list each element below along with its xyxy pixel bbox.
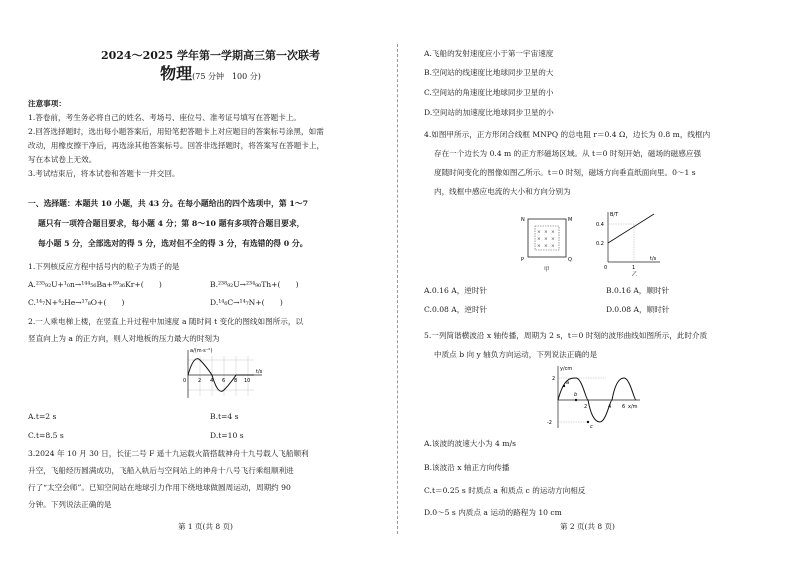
q4-figure-b xyxy=(594,210,664,276)
q4-option-d: D.0.08 A，顺时针 xyxy=(606,305,670,314)
b-line xyxy=(608,214,654,243)
tick-label: 0.4 xyxy=(596,222,604,228)
tick-label: 4 xyxy=(608,404,612,410)
svg-text:×: × xyxy=(537,244,541,249)
exam-subtitle xyxy=(28,64,393,83)
tick-label: 2 xyxy=(552,376,556,382)
q1-option-c: C.¹⁴₇N+⁴₂He→¹⁷₈O+( ) xyxy=(28,298,125,307)
svg-text:×: × xyxy=(544,244,548,249)
section-instructions: 题只有一项符合题目要求，每小题 4 分；第 8～10 题有多项符合题目要求， xyxy=(38,219,305,228)
q5-option-b: B.该波沿 x 轴正方向传播 xyxy=(424,463,510,472)
svg-text:×: × xyxy=(544,230,548,235)
subject-name: 物理 xyxy=(160,64,193,83)
q1-option-b: B.²³⁸₉₂U→²³⁴₉₀Th+( ) xyxy=(210,280,299,289)
note-line: 3.考试结束后，将本试卷和答题卡一并交回。 xyxy=(28,169,180,178)
note-line: 改动，用橡皮擦干净后，再选涂其他答案标号。回答非选择题时，将答案写在答题卡上， xyxy=(28,141,325,150)
tick-label: 0.2 xyxy=(596,241,604,247)
note-line: 2.回答选择题时，选出每小题答案后，用铅笔把答题卡上对应题目的答案标号涂黑，如需 xyxy=(28,127,324,136)
q2-option-c: C.t=8.5 s xyxy=(28,431,64,440)
note-line: 写在本试卷上无效。 xyxy=(28,155,97,164)
tick-label: 10 xyxy=(244,378,251,384)
tick-label: 0 xyxy=(604,265,608,271)
q5-wave-graph xyxy=(544,364,644,432)
q4-stem: 内，线框中感应电流的大小和方向分别为 xyxy=(434,187,571,196)
q4-stem: 度随时间变化的图像如图乙所示。t＝0 时刻，磁场方向垂直纸面向里。0～1 s xyxy=(434,168,696,177)
graph-ylabel: a/(m·s⁻²) xyxy=(190,348,213,354)
q5-stem: 中质点 b 向 y 轴负方向运动，下列说法正确的是 xyxy=(434,350,598,359)
q5-option-c: C.t＝0.25 s 时质点 a 和质点 c 的运动方向相反 xyxy=(424,486,586,495)
q1-option-d: D.¹⁴₆C→¹⁴₇N+( ) xyxy=(210,298,283,307)
tick-label: 4 xyxy=(210,378,214,384)
q4-figure-a xyxy=(520,213,576,275)
q1-option-a: A.²³⁵₉₂U+¹₀n→¹⁴⁴₅₆Ba+⁸⁹₃₆Kr+( ) xyxy=(28,280,162,289)
tick-label: 2 xyxy=(198,378,202,384)
svg-text:×: × xyxy=(537,237,541,242)
point-label: c xyxy=(590,424,593,430)
page-number-right: 第 2 页(共 8 页) xyxy=(560,522,615,531)
section-instructions: 每小题 5 分，全部选对的得 5 分，选对但不全的得 3 分，有选错的得 0 分。 xyxy=(38,239,308,248)
tick-label: 6 xyxy=(622,404,626,410)
q4-option-a: A.0.16 A，逆时针 xyxy=(424,286,488,295)
tick-label: 1 xyxy=(632,265,636,271)
corner-label: P xyxy=(521,257,525,263)
q5-stem: 5.一列简谐横波沿 x 轴传播，周期为 2 s，t＝0 时刻的波形曲线如图所示，此时介质 xyxy=(424,331,708,340)
q5-option-d: D.0～5 s 内质点 a 运动的路程为 10 cm xyxy=(424,508,562,517)
q2-option-d: D.t=10 s xyxy=(210,431,244,440)
q1-stem: 1.下列核反应方程中括号内的粒子为质子的是 xyxy=(28,262,180,271)
svg-text:×: × xyxy=(551,244,555,249)
graph-xlabel: t/s xyxy=(256,369,263,375)
q2-acceleration-graph xyxy=(174,346,266,402)
q3-stem: 行了“太空会师”。已知空间站在地球引力作用下绕地球做圆周运动，周期约 90 xyxy=(28,483,291,492)
corner-label: Q xyxy=(568,257,572,263)
exam-meta: (75 分钟 100 分) xyxy=(192,72,261,81)
q2-stem: 2.一人乘电梯上楼，在竖直上升过程中加速度 a 随时间 t 变化的图线如图所示，以 xyxy=(28,317,304,326)
q3-option-d: D.空间站的加速度比地球同步卫星的小 xyxy=(424,108,554,117)
point-label: a xyxy=(566,380,570,386)
q4-option-b: B.0.16 A，顺时针 xyxy=(606,286,670,295)
q4-option-c: C.0.08 A，逆时针 xyxy=(424,305,488,314)
graph-ylabel: B/T xyxy=(610,212,619,218)
section-instructions: 一、选择题：本题共 10 小题，共 43 分。在每小题给出的四个选项中，第 1～7 xyxy=(28,199,309,208)
svg-text:×: × xyxy=(537,230,541,235)
tick-label: -2 xyxy=(547,420,552,426)
column-divider xyxy=(397,44,398,534)
tick-label: 0 xyxy=(183,378,187,384)
figure-caption: 乙 xyxy=(632,272,638,276)
q3-stem: 升空，飞船经历圆满成功，飞船入轨后与空间站上的神舟十八号飞行乘组顺利进 xyxy=(28,466,294,475)
svg-text:×: × xyxy=(551,237,555,242)
q3-stem: 分钟。下列说法正确的是 xyxy=(28,500,112,509)
corner-label: M xyxy=(568,217,573,223)
q3-option-b: B.空间站的线速度比地球同步卫星的大 xyxy=(424,68,554,77)
tick-label: 2 xyxy=(584,404,588,410)
svg-text:×: × xyxy=(551,230,555,235)
exam-title: 2024～2025 学年第一学期高三第一次联考 xyxy=(100,49,321,62)
q2-stem: 竖直向上为 a 的正方向，则人对地板的压力最大的时刻为 xyxy=(28,334,220,343)
q3-stem: 3.2024 年 10 月 30 日，长征二号 F 遥十九运载火箭搭载神舟十九号载人飞船顺利 xyxy=(28,449,309,458)
q3-option-a: A.飞船的发射速度应小于第一宇宙速度 xyxy=(424,49,554,58)
q5-option-a: A.该波的波速大小为 4 m/s xyxy=(424,439,516,448)
q3-option-c: C.空间站的角速度比地球同步卫星的小 xyxy=(424,88,554,97)
graph-xlabel: t/s xyxy=(650,256,657,262)
figure-caption: 甲 xyxy=(544,267,550,273)
q2-option-a: A.t=2 s xyxy=(28,412,57,421)
point-label: b xyxy=(574,392,578,398)
note-line: 1.答卷前，考生务必将自己的姓名、考场号、座位号、准考证号填写在答题卡上。 xyxy=(28,113,302,122)
notes-heading: 注意事项： xyxy=(28,99,66,108)
graph-xlabel: x/m xyxy=(628,404,638,410)
q4-stem: 4.如图甲所示，正方形闭合线框 MNPQ 的总电阻 r＝0.4 Ω，边长为 0.8 m，线框内 xyxy=(424,130,711,139)
page-number-left: 第 1 页(共 8 页) xyxy=(178,522,233,531)
graph-ylabel: y/cm xyxy=(560,366,573,372)
tick-label: 8 xyxy=(234,378,238,384)
svg-text:×: × xyxy=(544,237,548,242)
q4-stem: 存在一个边长为 0.4 m 的正方形磁场区域。从 t＝0 时刻开始，磁场的磁感应强 xyxy=(434,149,702,158)
q2-option-b: B.t=4 s xyxy=(210,412,239,421)
tick-label: 6 xyxy=(222,378,226,384)
corner-label: N xyxy=(521,217,525,223)
